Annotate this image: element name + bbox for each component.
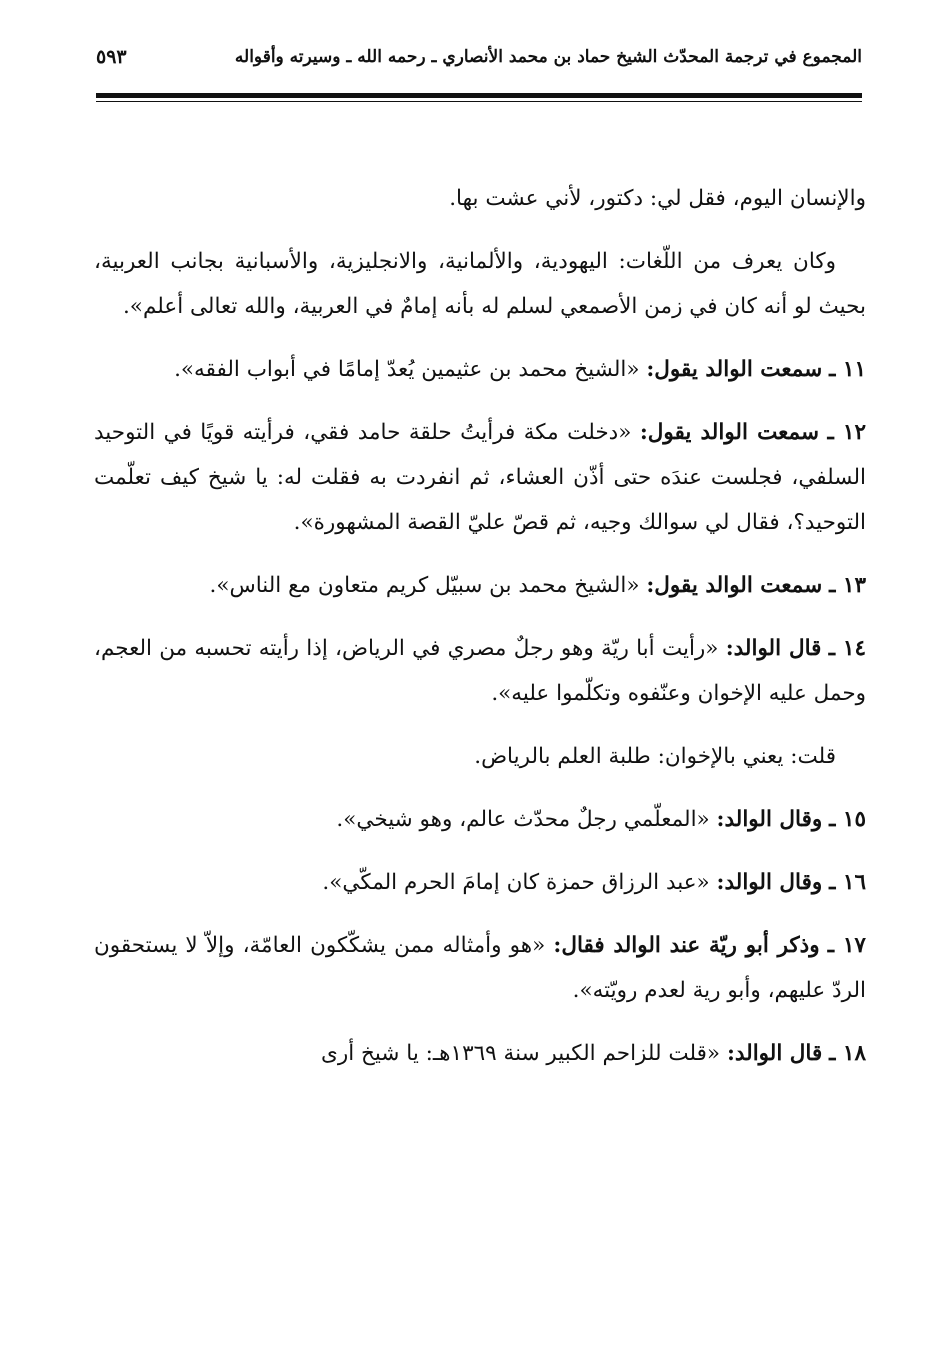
paragraph-text: والإنسان اليوم، فقل لي: دكتور، لأني عشت بها. bbox=[449, 186, 866, 211]
paragraph-note bbox=[94, 734, 866, 779]
numbered-item-17 bbox=[94, 923, 866, 1013]
item-lead: وذكر أبو ريّة عند الوالد فقال: bbox=[553, 933, 820, 958]
header-rule-thin bbox=[96, 101, 862, 102]
numbered-item-16 bbox=[94, 860, 866, 905]
paragraph-continuation bbox=[94, 176, 866, 221]
header-rule-thick bbox=[96, 93, 862, 98]
item-text: «قلت للزاحم الكبير سنة ١٣٦٩هـ: يا شيخ أرى bbox=[321, 1041, 721, 1066]
item-lead: وقال الوالد: bbox=[716, 870, 823, 895]
numbered-item-13 bbox=[94, 563, 866, 608]
numbered-item-12 bbox=[94, 410, 866, 545]
item-text: «رأيت أبا ريّة وهو رجلٌ مصري في الرياض، إذا رأيته تحسبه من العجم، وحمل عليه الإخوان وعنّفوه وتكلّموا عليه». bbox=[94, 636, 866, 706]
item-lead: قال الوالد: bbox=[725, 636, 822, 661]
running-title: المجموع في ترجمة المحدّث الشيخ حماد بن محمد الأنصاري ـ رحمه الله ـ وسيرته وأقواله bbox=[234, 47, 862, 67]
item-text: «المعلّمي رجلٌ محدّث عالم، وهو شيخي». bbox=[336, 807, 710, 832]
item-text: «هو وأمثاله ممن يشكّكون العامّة، وإلاّ لا يستحقون الردّ عليهم، وأبو رية لعدم رويّته». bbox=[94, 933, 866, 1003]
item-number: ١٦ ـ bbox=[829, 870, 866, 895]
numbered-item-11 bbox=[94, 347, 866, 392]
item-number: ١٢ ـ bbox=[827, 420, 866, 445]
paragraph-text: قلت: يعني بالإخوان: طلبة العلم بالرياض. bbox=[474, 744, 836, 769]
item-number: ١٨ ـ bbox=[829, 1041, 866, 1066]
item-text: «الشيخ محمد بن سبيّل كريم متعاون مع الناس». bbox=[209, 573, 640, 598]
page-number: ٥٩٣ bbox=[96, 46, 127, 68]
item-lead: وقال الوالد: bbox=[716, 807, 823, 832]
item-number: ١٥ ـ bbox=[829, 807, 866, 832]
numbered-item-15 bbox=[94, 797, 866, 842]
paragraph-languages bbox=[94, 239, 866, 329]
item-number: ١١ ـ bbox=[829, 357, 866, 382]
item-lead: سمعت الوالد يقول: bbox=[646, 573, 823, 598]
item-lead: قال الوالد: bbox=[726, 1041, 823, 1066]
item-text: «الشيخ محمد بن عثيمين يُعدّ إمامًا في أبواب الفقه». bbox=[174, 357, 640, 382]
item-number: ١٤ ـ bbox=[828, 636, 866, 661]
page-header bbox=[96, 40, 862, 74]
item-text: «عبد الرزاق حمزة كان إمامَ الحرم المكّي». bbox=[322, 870, 710, 895]
item-lead: سمعت الوالد يقول: bbox=[646, 357, 823, 382]
item-text: «دخلت مكة فرأيتُ حلقة حامد فقي، فرأيته قويًا في التوحيد السلفي، فجلست عندَه حتى أذّن العشاء، ثم انفردت به فقلت له: يا شيخ كيف تعلّمت التوحيد؟، فقال لي سوالك وجيه، ثم قصّ عليّ القصة المشهورة». bbox=[94, 420, 866, 535]
item-number: ١٣ ـ bbox=[829, 573, 866, 598]
numbered-item-18 bbox=[94, 1031, 866, 1076]
item-number: ١٧ ـ bbox=[827, 933, 866, 958]
item-lead: سمعت الوالد يقول: bbox=[639, 420, 819, 445]
body-text bbox=[94, 176, 866, 1094]
numbered-item-14 bbox=[94, 626, 866, 716]
paragraph-text: وكان يعرف من اللّغات: اليهودية، والألمانية، والانجليزية، والأسبانية بجانب العربية، بحيث لو أنه كان في زمن الأصمعي لسلم له بأنه إمامٌ في العربية، والله تعالى أعلم». bbox=[94, 249, 866, 319]
